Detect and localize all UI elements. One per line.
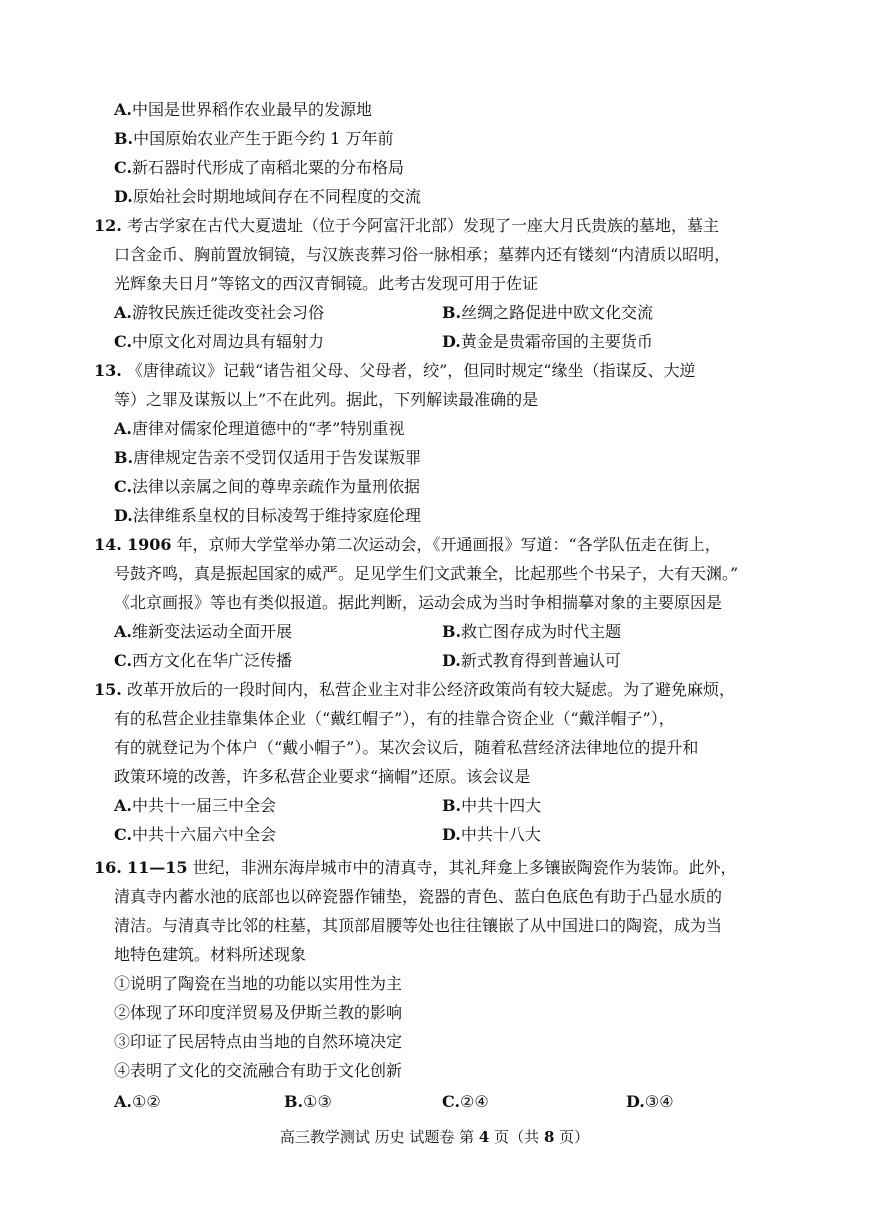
q12-number: 12. [94, 216, 122, 235]
q14-options-row-1 [114, 617, 794, 646]
q14-year: 1906 [126, 535, 172, 554]
q12-options-row-1 [114, 298, 794, 327]
q16-statement-2: ②体现了环印度洋贸易及伊斯兰教的影响 [114, 1003, 403, 1022]
q16-options-row [114, 1087, 794, 1116]
q15-options-row-1 [114, 791, 794, 820]
q16-stem-line-2: 清真寺内蓄水池的底部也以碎瓷器作铺垫，瓷器的青色、蓝白色底色有助于凸显水质的 [114, 887, 723, 906]
q14-option-b: B.救亡图存成为时代主题 [442, 622, 622, 641]
q15-stem-line-4: 政策环境的改善，许多私营企业要求“摘帽”还原。该会议是 [114, 767, 531, 786]
q16-option-a: A.①② [114, 1092, 161, 1111]
q16-option-c: C.②④ [442, 1092, 489, 1111]
q16-century: 11—15 [126, 858, 188, 877]
q14-stem-line-2: 号鼓齐鸣，真是振起国家的威严。足见学生们文武兼全，比起那些个书呆子，大有天渊。” [114, 564, 739, 583]
q14-option-a: A.维新变法运动全面开展 [114, 622, 292, 641]
q13-stem-line-1: 13. 《唐律疏议》记载“诸告祖父母、父母者，绞”，但同时规定“缘坐（指谋反、大逆 [94, 361, 696, 380]
q15-option-c: C.中共十六届六中全会 [114, 825, 277, 844]
q16-stem-line-3: 清洁。与清真寺比邻的柱墓，其顶部眉腰等处也往往镶嵌了从中国进口的陶瓷，成为当 [114, 916, 723, 935]
q12-option-d: D.黄金是贵霜帝国的主要货币 [442, 332, 653, 351]
footer-total-pages: 8 [543, 1128, 555, 1146]
q14-option-d: D.新式教育得到普遍认可 [442, 651, 621, 670]
q16-stem-line-1: 16. 11—15 世纪，非洲东海岸城市中的清真寺，其礼拜龛上多镶嵌陶瓷作为装饰。此外， [94, 858, 737, 877]
q13-number: 13. [94, 361, 122, 380]
q14-option-c: C.西方文化在华广泛传播 [114, 651, 293, 670]
q15-option-a: A.中共十一届三中全会 [114, 796, 276, 815]
q15-option-d: D.中共十八大 [442, 825, 541, 844]
q13-option-c: C.法律以亲属之间的尊卑亲疏作为量刑依据 [114, 477, 421, 496]
q14-number: 14. [94, 535, 122, 554]
q11-option-d: D.原始社会时期地域间存在不同程度的交流 [114, 187, 421, 206]
q12-option-b: B.丝绸之路促进中欧文化交流 [442, 303, 654, 322]
q15-stem-line-1: 15. 改革开放后的一段时间内，私营企业主对非公经济政策尚有较大疑虑。为了避免麻烦， [94, 680, 735, 699]
q13-option-a: A.唐律对儒家伦理道德中的“孝”特别重视 [114, 419, 405, 438]
q16-statement-4: ④表明了文化的交流融合有助于文化创新 [114, 1061, 403, 1080]
q11-option-c: C.新石器时代形成了南稻北粟的分布格局 [114, 158, 405, 177]
q14-options-row-2 [114, 646, 794, 675]
q13-stem-line-2: 等）之罪及谋叛以上”不在此列。据此，下列解读最准确的是 [114, 390, 539, 409]
q12-options-row-2 [114, 327, 794, 356]
q11-option-b: B.中国原始农业产生于距今约 1 万年前 [114, 129, 394, 148]
q16-stem-line-4: 地特色建筑。材料所述现象 [114, 945, 307, 964]
q13-option-b: B.唐律规定告亲不受罚仅适用于告发谋叛罪 [114, 448, 422, 467]
page-footer: 高三教学测试 历史 试题卷 第 4 页（共 8 页） [279, 1128, 590, 1146]
q15-options-row-2 [114, 820, 794, 849]
footer-page-number: 4 [478, 1128, 490, 1146]
q15-option-b: B.中共十四大 [442, 796, 542, 815]
q16-number: 16. [94, 858, 122, 877]
q15-stem-line-2: 有的私营企业挂靠集体企业（“戴红帽子”），有的挂靠合资企业（“戴洋帽子”）， [114, 709, 675, 728]
q15-stem-line-3: 有的就登记为个体户（“戴小帽子”）。某次会议后，随着私营经济法律地位的提升和 [114, 738, 699, 757]
q13-option-d: D.法律维系皇权的目标凌驾于维持家庭伦理 [114, 506, 421, 525]
q15-number: 15. [94, 680, 122, 699]
q16-option-d: D.③④ [626, 1092, 674, 1111]
q14-stem-line-1: 14. 1906 年，京师大学堂举办第二次运动会，《开通画报》写道：“各学队伍走在街上， [94, 535, 721, 554]
q12-stem-line-3: 光辉象夫日月”等铭文的西汉青铜镜。此考古发现可用于佐证 [114, 274, 539, 293]
q11-option-a: A.中国是世界稻作农业最早的发源地 [114, 100, 372, 119]
q16-statement-3: ③印证了民居特点由当地的自然环境决定 [114, 1032, 403, 1051]
q16-statement-1: ①说明了陶瓷在当地的功能以实用性为主 [114, 974, 403, 993]
q12-stem-line-2: 口含金币、胸前置放铜镜，与汉族丧葬习俗一脉相承；墓葬内还有镂刻“内清质以昭明， [114, 245, 731, 264]
q12-option-a: A.游牧民族迁徙改变社会习俗 [114, 303, 324, 322]
q12-stem-line-1: 12. 考古学家在古代大夏遗址（位于今阿富汗北部）发现了一座大月氏贵族的墓地，墓主 [94, 216, 719, 235]
q16-option-b: B.①③ [284, 1092, 332, 1111]
q14-stem-line-3: 《北京画报》等也有类似报道。据此判断，运动会成为当时争相揣摹对象的主要原因是 [114, 593, 723, 612]
q12-option-c: C.中原文化对周边具有辐射力 [114, 332, 325, 351]
